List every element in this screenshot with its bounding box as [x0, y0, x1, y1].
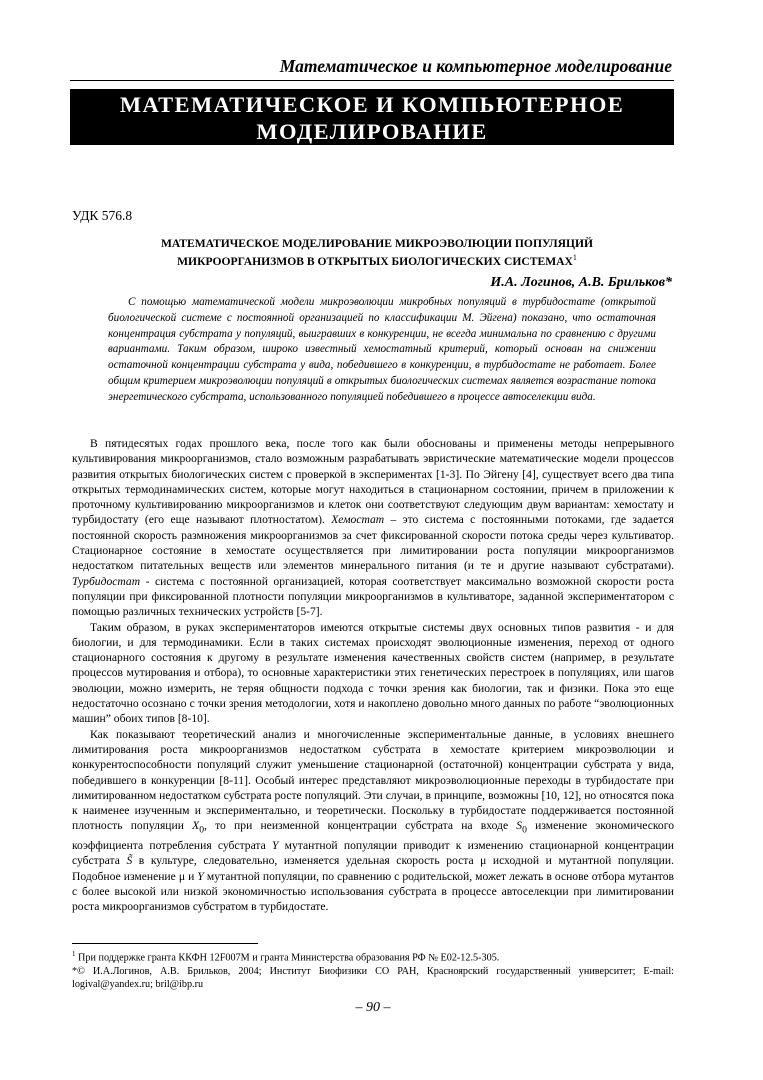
- body-text: [72, 436, 674, 915]
- footnote-2: *© И.А.Логинов, А.В. Брильков, 2004; Институт Биофизики СО РАН, Красноярский государственный университет; E-mail: logival@yandex.ru; bril@ibp.ru: [72, 965, 674, 991]
- footnote-1: $^1$ При поддержке гранта ККФН 12F007M и гранта Министерства образования РФ № E02-12.5-305.: [72, 950, 500, 964]
- paragraph-2: Таким образом, в руках экспериментаторов имеются открытые системы двух основных типов развития - и для биологии, и для термодинамики. Если в таких системах происходят эволюционные изменения, переход от одного стационарного состояния к другому в результате изменения качественных свойств систем (например, в результате процессов мутирования и отбора), то основные характеристики этих генетических перестроек в популяциях, или шагов эволюции, можно измерить, не теряя общности подхода с точки зрения как биологии, так и физики. Пока это еще недостаточно осознано с точки зрения методологии, хотя и накоплено довольно много данных по работе “эволюционных машин” обоих типов [8-10].: [72, 620, 674, 726]
- footnote-rule: [72, 943, 258, 944]
- section-title-line2: МОДЕЛИРОВАНИЕ: [256, 119, 488, 144]
- s-tilde-symbol: S̃: [126, 854, 133, 868]
- page-number: – 90 –: [355, 1000, 391, 1015]
- section-title-line1: МАТЕМАТИЧЕСКОЕ И КОМПЬЮТЕРНОЕ: [119, 92, 625, 117]
- term-chemostat: Хемостат: [331, 513, 385, 527]
- article-title: [120, 237, 634, 269]
- running-head: Математическое и компьютерное моделирование: [279, 56, 672, 76]
- title-footnote-mark: 1: [572, 253, 577, 262]
- paragraph-1: В пятидесятых годах прошлого века, после того как были обоснованы и применены методы непрерывного культивирования микроорганизмов, стало возможным разрабатывать эвристические математические модели процессов развития открытых биологических систем с проверкой в экспериментах [1-3]. По Эйгену [4], существует всего два типа открытых термодинамических систем, которые могут находиться в стационарном состоянии, причем в приложении к проточному культивированию микроорганизмов и клеток они соответствуют следующим двум вариантам: хемостату и турбидостату (его еще называют плотностатом). Хемостат – это система с постоянными потоками, где задается постоянной скорость размножения микроорганизмов за счет фиксированной скорости потока среды через культиватор. Стационарное состояние в хемостате осуществляется при лимитировании роста популяции микроорганизмов недостатком питательных веществ или элементов минерального питания (и те и другие называют субстратами). Турбидостат - система с постоянной организацией, которая соответствует максимально возможной скорости роста популяции при фиксированной плотности популяции микроорганизмов в культиваторе, заданной экспериментатором с помощью различных технических устройств [5-7].: [72, 437, 674, 619]
- article-title-line1: МАТЕМАТИЧЕСКОЕ МОДЕЛИРОВАНИЕ МИКРОЭВОЛЮЦИИ ПОПУЛЯЦИЙ: [160, 237, 594, 250]
- authors: И.А. Логинов, А.В. Брильков*: [490, 275, 672, 290]
- footnotes: [72, 948, 674, 992]
- paragraph-3: Как показывают теоретический анализ и многочисленные экспериментальные данные, в условиях внешнего лимитирования роста микроорганизмов недостатком субстрата в хемостате критерием микроэволюции и конкурентоспособности популяций служит уменьшение стационарной (остаточной) концентрации субстрата у вида, победившего в конкуренции [8-11]. Особый интерес представляют микроэволюционные переходы в турбидостате при лимитированном недостатком субстрата росте популяций. Эти случаи, в принципе, возможны [10, 12], но относятся пока к наименее изученным и экспериментально, и теоретически. Поскольку в турбидостате поддерживается постоянной плотность популяции $X_0$, то при неизменной концентрации субстрата на входе $S_0$ изменение экономического коэффициента потребления субстрата Y мутантной популяции приводит к изменению стационарной концентрации субстрата S̃ в культуре, следовательно, изменяется удельная скорость роста μ исходной и мутантной популяции. Подобное изменение μ и Y мутантной популяции, по сравнению с родительской, может лежать в основе отбора мутантов с более высокой или низкой экономичностью использования субстрата в процессе автоселекции при лимитировании роста микроорганизмов субстратом в турбидостате.: [72, 727, 674, 914]
- section-banner: [70, 89, 674, 145]
- term-turbidostat: Турбидостат: [72, 574, 141, 588]
- udk-code: УДК 576.8: [72, 208, 133, 223]
- header-rule: [70, 80, 674, 81]
- article-title-line2: МИКРООРГАНИЗМОВ В ОТКРЫТЫХ БИОЛОГИЧЕСКИХ СИСТЕМАХ$^1$: [177, 253, 577, 268]
- abstract: С помощью математической модели микроэволюции микробных популяций в турбидостате (открытой биологической системе с постоянной организацией по классификации М. Эйгена) показано, что остаточная концентрация субстрата у популяций, выигравших в конкуренции, не всегда минимальна по сравнению с другими вариантами. Таким образом, широко известный хемостатный критерий, который основан на снижении остаточной концентрации субстрата у вида, победившего в конкуренции, в турбидостате не работает. Более общим критерием микроэволюции популяций в открытых биологических системах является возрастание потока энергетического субстрата, использованного популяцией победившего в процессе автоселекции вида.: [108, 296, 656, 403]
